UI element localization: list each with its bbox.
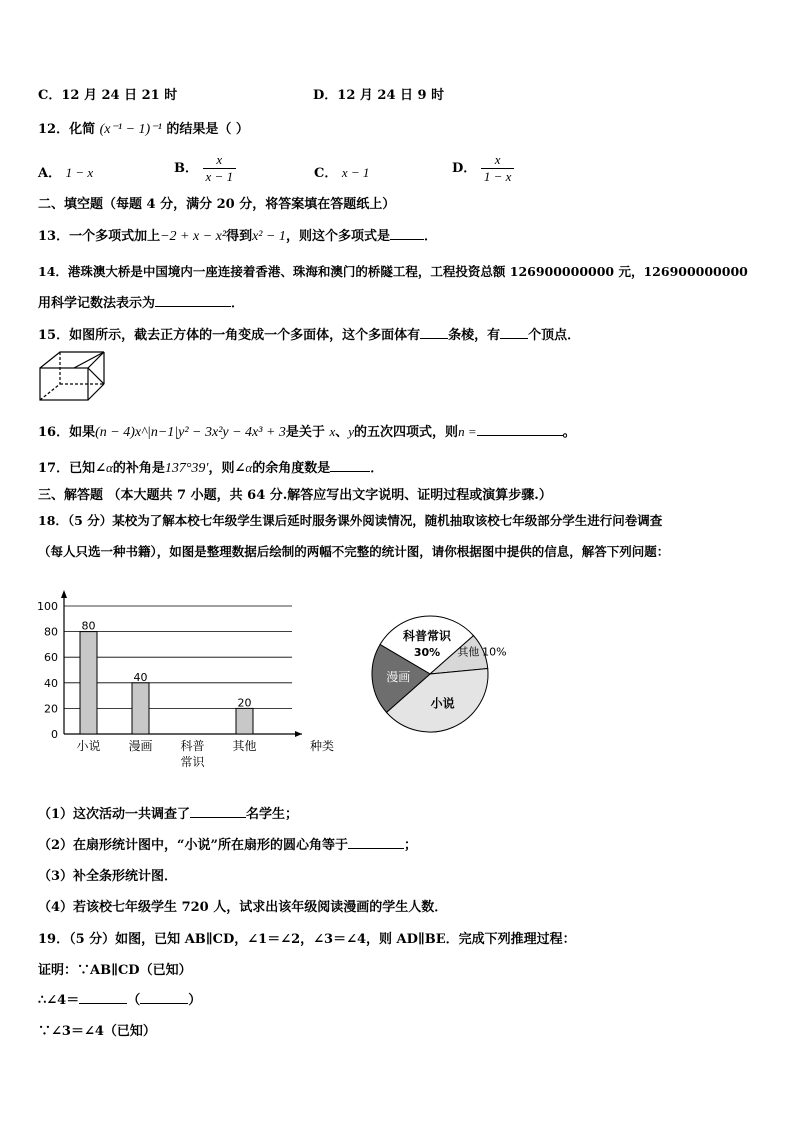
y-tick-label: 100 <box>37 600 58 613</box>
truncated-cube-figure <box>38 350 106 402</box>
q14-end: ． <box>231 296 245 311</box>
q18-sub2 <box>38 834 417 853</box>
q13-suffix: ，则这个多项式是 <box>285 229 390 244</box>
q18-line1: 18．（5 分）某校为了解本校七年级学生课后延时服务课外阅读情况，随机抽取该校七年级部分学生进行问卷调查 <box>38 513 663 528</box>
q17-degree: 137°39′ <box>164 461 209 476</box>
bar <box>132 683 149 734</box>
q18-sub2-end: ； <box>404 838 418 853</box>
q16-expr: (n − 4)x^|n−1|y² − 3x²y − 4x³ + 3 <box>95 425 286 440</box>
q15-part-b: 条棱，有 <box>448 328 501 343</box>
q16-answer-blank[interactable] <box>477 435 563 436</box>
y-tick-label: 40 <box>44 676 58 690</box>
q17 <box>38 457 383 477</box>
q18-sub1 <box>38 803 298 822</box>
q15-part-c: 个顶点． <box>528 328 581 343</box>
q14-prompt: 用科学记数法表示为 <box>38 296 156 311</box>
y-tick-label: 20 <box>44 702 58 716</box>
q12-suffix: 的结果是（ ） <box>166 122 249 137</box>
q13-expr1: −2 + x − x² <box>160 229 227 244</box>
y-tick-label: 60 <box>44 651 58 665</box>
q11-option-c: C．12 月 24 日 21 时 <box>38 88 178 103</box>
q14-line2 <box>38 292 244 311</box>
q19-paren-close: ） <box>188 993 202 1008</box>
q17-mid2: ，则∠ <box>208 461 246 476</box>
q12-c-label: C． <box>314 166 338 181</box>
q19-proof1: 证明：∵AB∥CD（已知） <box>38 963 192 978</box>
x-tick-label: 小说 <box>76 739 101 753</box>
q19-proof3: ∵∠3＝∠4（已知） <box>38 1024 156 1039</box>
y-tick-label: 0 <box>51 728 58 741</box>
q18-sub2-prompt: （2）在扇形统计图中，“小说”所在扇形的圆心角等于 <box>38 838 349 853</box>
bar <box>80 632 97 734</box>
q12-stem <box>38 118 249 138</box>
q18-sub3: （3）补全条形统计图． <box>38 869 178 884</box>
q13-answer-blank[interactable] <box>390 239 424 240</box>
cut-edge-1 <box>88 368 104 384</box>
q14-answer-blank[interactable] <box>155 306 231 307</box>
q18-sub4: （4）若该校七年级学生 720 人，试求出该年级阅读漫画的学生人数． <box>38 900 448 915</box>
q12-option-c <box>314 162 369 181</box>
q13-end: ． <box>423 229 437 244</box>
q16 <box>38 421 576 441</box>
q17-alpha: α <box>105 460 113 475</box>
pie-slice-label: 其他 <box>457 645 480 659</box>
q15 <box>38 324 580 343</box>
pie-slice-label: 科普常识 <box>402 629 452 644</box>
q17-prefix: 17．已知∠ <box>38 461 106 476</box>
q17-answer-blank[interactable] <box>330 471 370 472</box>
q17-mid3: 的余角度数是 <box>252 461 331 476</box>
q18-sub1-blank[interactable] <box>190 817 246 818</box>
hidden-edge-3 <box>40 384 60 400</box>
pie-slice-label: 漫画 <box>386 670 411 685</box>
q12-d-denominator: 1 − x <box>483 169 512 184</box>
q12-c-expr: x − 1 <box>341 165 370 180</box>
q19-blank-2[interactable] <box>140 1003 188 1004</box>
section-3-heading: 三、解答题 （本大题共 7 小题，共 64 分.解答应写出文字说明、证明过程或演算步骤.） <box>38 488 552 503</box>
q12-d-numerator: x <box>481 152 515 169</box>
q15-edges-blank[interactable] <box>420 338 448 339</box>
q12-a-label: A． <box>38 166 62 181</box>
q15-vertices-blank[interactable] <box>500 338 528 339</box>
q19-line1: 19．（5 分）如图，已知 AB∥CD，∠1＝∠2，∠3＝∠4，则 AD∥BE．完成下列推理过程： <box>38 932 576 947</box>
q16-var-y: y <box>348 424 355 439</box>
pie-slice-label: 小说 <box>430 696 455 711</box>
q19-blank-1[interactable] <box>79 1003 127 1004</box>
q12-b-label: B． <box>174 161 198 176</box>
q12-expression: (x⁻¹ − 1)⁻¹ <box>99 122 162 137</box>
q15-part-a: 15．如图所示，截去正方体的一角变成一个多面体，这个多面体有 <box>38 328 421 343</box>
q12-d-fraction <box>481 152 515 185</box>
q12-d-label: D． <box>452 161 477 176</box>
bar-data-label: 20 <box>237 696 252 710</box>
x-tick-label: 其他 <box>232 739 257 753</box>
q18-sub1-prompt: （1）这次活动一共调查了 <box>38 807 191 822</box>
q19-proof2 <box>38 989 201 1008</box>
q12-b-fraction <box>203 152 237 185</box>
q11-option-d: D．12 月 24 日 9 时 <box>313 88 445 103</box>
section-2-heading: 二、填空题（每题 4 分，满分 20 分，将答案填在答题纸上） <box>38 197 396 212</box>
q12-b-denominator: x − 1 <box>205 169 234 184</box>
q12-option-d <box>452 152 514 185</box>
bar <box>236 708 253 734</box>
q14-line1: 14．港珠澳大桥是中国境内一座连接着香港、珠海和澳门的桥隧工程，工程投资总额 126900000000 元，126900000000 <box>38 264 748 279</box>
q16-var-x: x <box>329 424 336 439</box>
q19-paren-open: （ <box>127 993 141 1008</box>
q17-end: ． <box>370 461 384 476</box>
bar-chart <box>30 588 350 778</box>
q13-expr2: x² − 1 <box>252 229 286 244</box>
q18-sub2-blank[interactable] <box>348 848 404 849</box>
q12-option-b <box>174 152 236 185</box>
q18-sub1-end: 名学生； <box>246 807 299 822</box>
y-axis-arrow <box>61 590 67 598</box>
q12-prefix: 12．化简 <box>38 122 96 137</box>
q16-end: 。 <box>562 425 576 440</box>
q12-option-a <box>38 162 93 181</box>
q19-proof2-prefix: ∴∠4＝ <box>38 993 80 1008</box>
q17-mid: 的补角是 <box>112 461 165 476</box>
x-tick-label: 科普 <box>180 739 205 753</box>
q13-prefix: 13．一个多项式加上 <box>38 229 161 244</box>
cube-top-edge <box>40 352 104 368</box>
cut-edge-2 <box>74 352 104 368</box>
cube-bottom-right-edge <box>88 384 104 400</box>
q12-b-numerator: x <box>203 152 237 169</box>
q16-prefix: 16．如果 <box>38 425 96 440</box>
bar-data-label: 80 <box>81 619 96 633</box>
cube-top-right-edge <box>88 352 104 368</box>
x-tick-label: 常识 <box>180 755 205 769</box>
x-axis-arrow <box>295 731 302 737</box>
bar-data-label: 40 <box>133 670 148 684</box>
pie-chart <box>360 604 520 744</box>
q13-mid: 得到 <box>226 229 253 244</box>
pie-slice-value: 10% <box>482 645 507 659</box>
y-tick-label: 80 <box>44 625 58 639</box>
q17-alpha-2: α <box>245 460 253 475</box>
q16-mid: 是关于 <box>285 425 325 440</box>
q12-a-expr: 1 − x <box>65 165 94 180</box>
q16-mid2: 的五次四项式，则 <box>354 425 459 440</box>
q13 <box>38 225 437 245</box>
x-axis-label: 种类 <box>309 739 335 753</box>
pie-slice-value: 30% <box>413 646 441 660</box>
q18-line2: （每人只选一种书籍），如图是整理数据后绘制的两幅不完整的统计图，请你根据图中提供的信息，解答下列问题： <box>38 544 670 559</box>
x-tick-label: 漫画 <box>128 739 153 753</box>
q16-sep: 、 <box>335 425 349 440</box>
q16-n: n = <box>458 424 477 439</box>
